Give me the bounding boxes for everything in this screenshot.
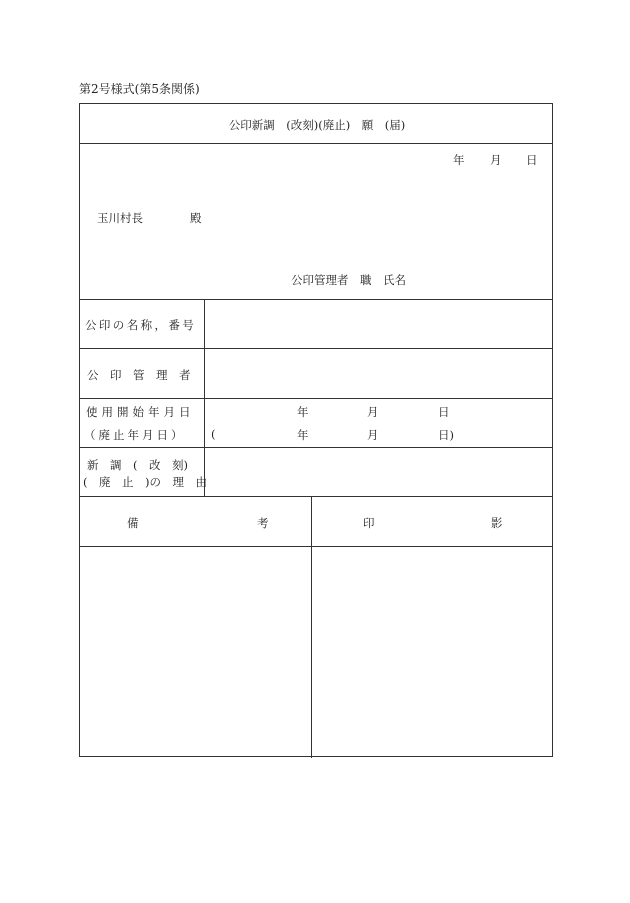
row-divider [80,398,552,399]
seal-impression-area [312,547,553,757]
form-heading: 公印新調 (改刻)(廃止) 願 (届) [228,118,406,132]
start-day-label: 日 [438,405,450,419]
row-divider [80,348,552,349]
addressee-honorific: 殿 [190,211,202,225]
reason-label-line1: 新 調 ( 改 刻) [87,458,188,472]
impression-header-char1: 印 [363,516,375,530]
applicant-label: 公印管理者 職 氏名 [291,273,406,287]
row-divider [80,299,552,300]
reason-label-line2: ( 廃 止 )の 理 由 [83,475,207,489]
impression-header-char2: 影 [491,516,503,530]
end-date-label: （廃止年月日） [84,428,186,442]
remarks-header-char2: 考 [257,516,269,530]
label-column-divider [204,299,205,496]
row-divider [80,496,552,497]
end-day-label: 日) [438,428,454,442]
remarks-area [80,547,311,757]
remarks-header-char1: 備 [127,516,139,530]
start-month-label: 月 [367,405,379,419]
end-year-label: 年 [297,428,309,442]
date-month-label: 月 [490,153,502,167]
seal-name-label: 公印の名称，番号 [85,318,197,332]
date-day-label: 日 [526,153,538,167]
application-form-table [79,103,553,757]
end-month-label: 月 [367,428,379,442]
date-year-label: 年 [453,153,465,167]
start-year-label: 年 [297,405,309,419]
form-number: 第2号様式(第5条関係) [79,82,200,96]
start-date-label: 使用開始年月日 [86,405,195,419]
end-open-paren: ( [211,427,216,441]
row-divider [80,143,552,144]
seal-manager-label: 公 印 管 理 者 [87,368,191,382]
addressee-name: 玉川村長 [97,211,143,225]
row-divider [80,447,552,448]
